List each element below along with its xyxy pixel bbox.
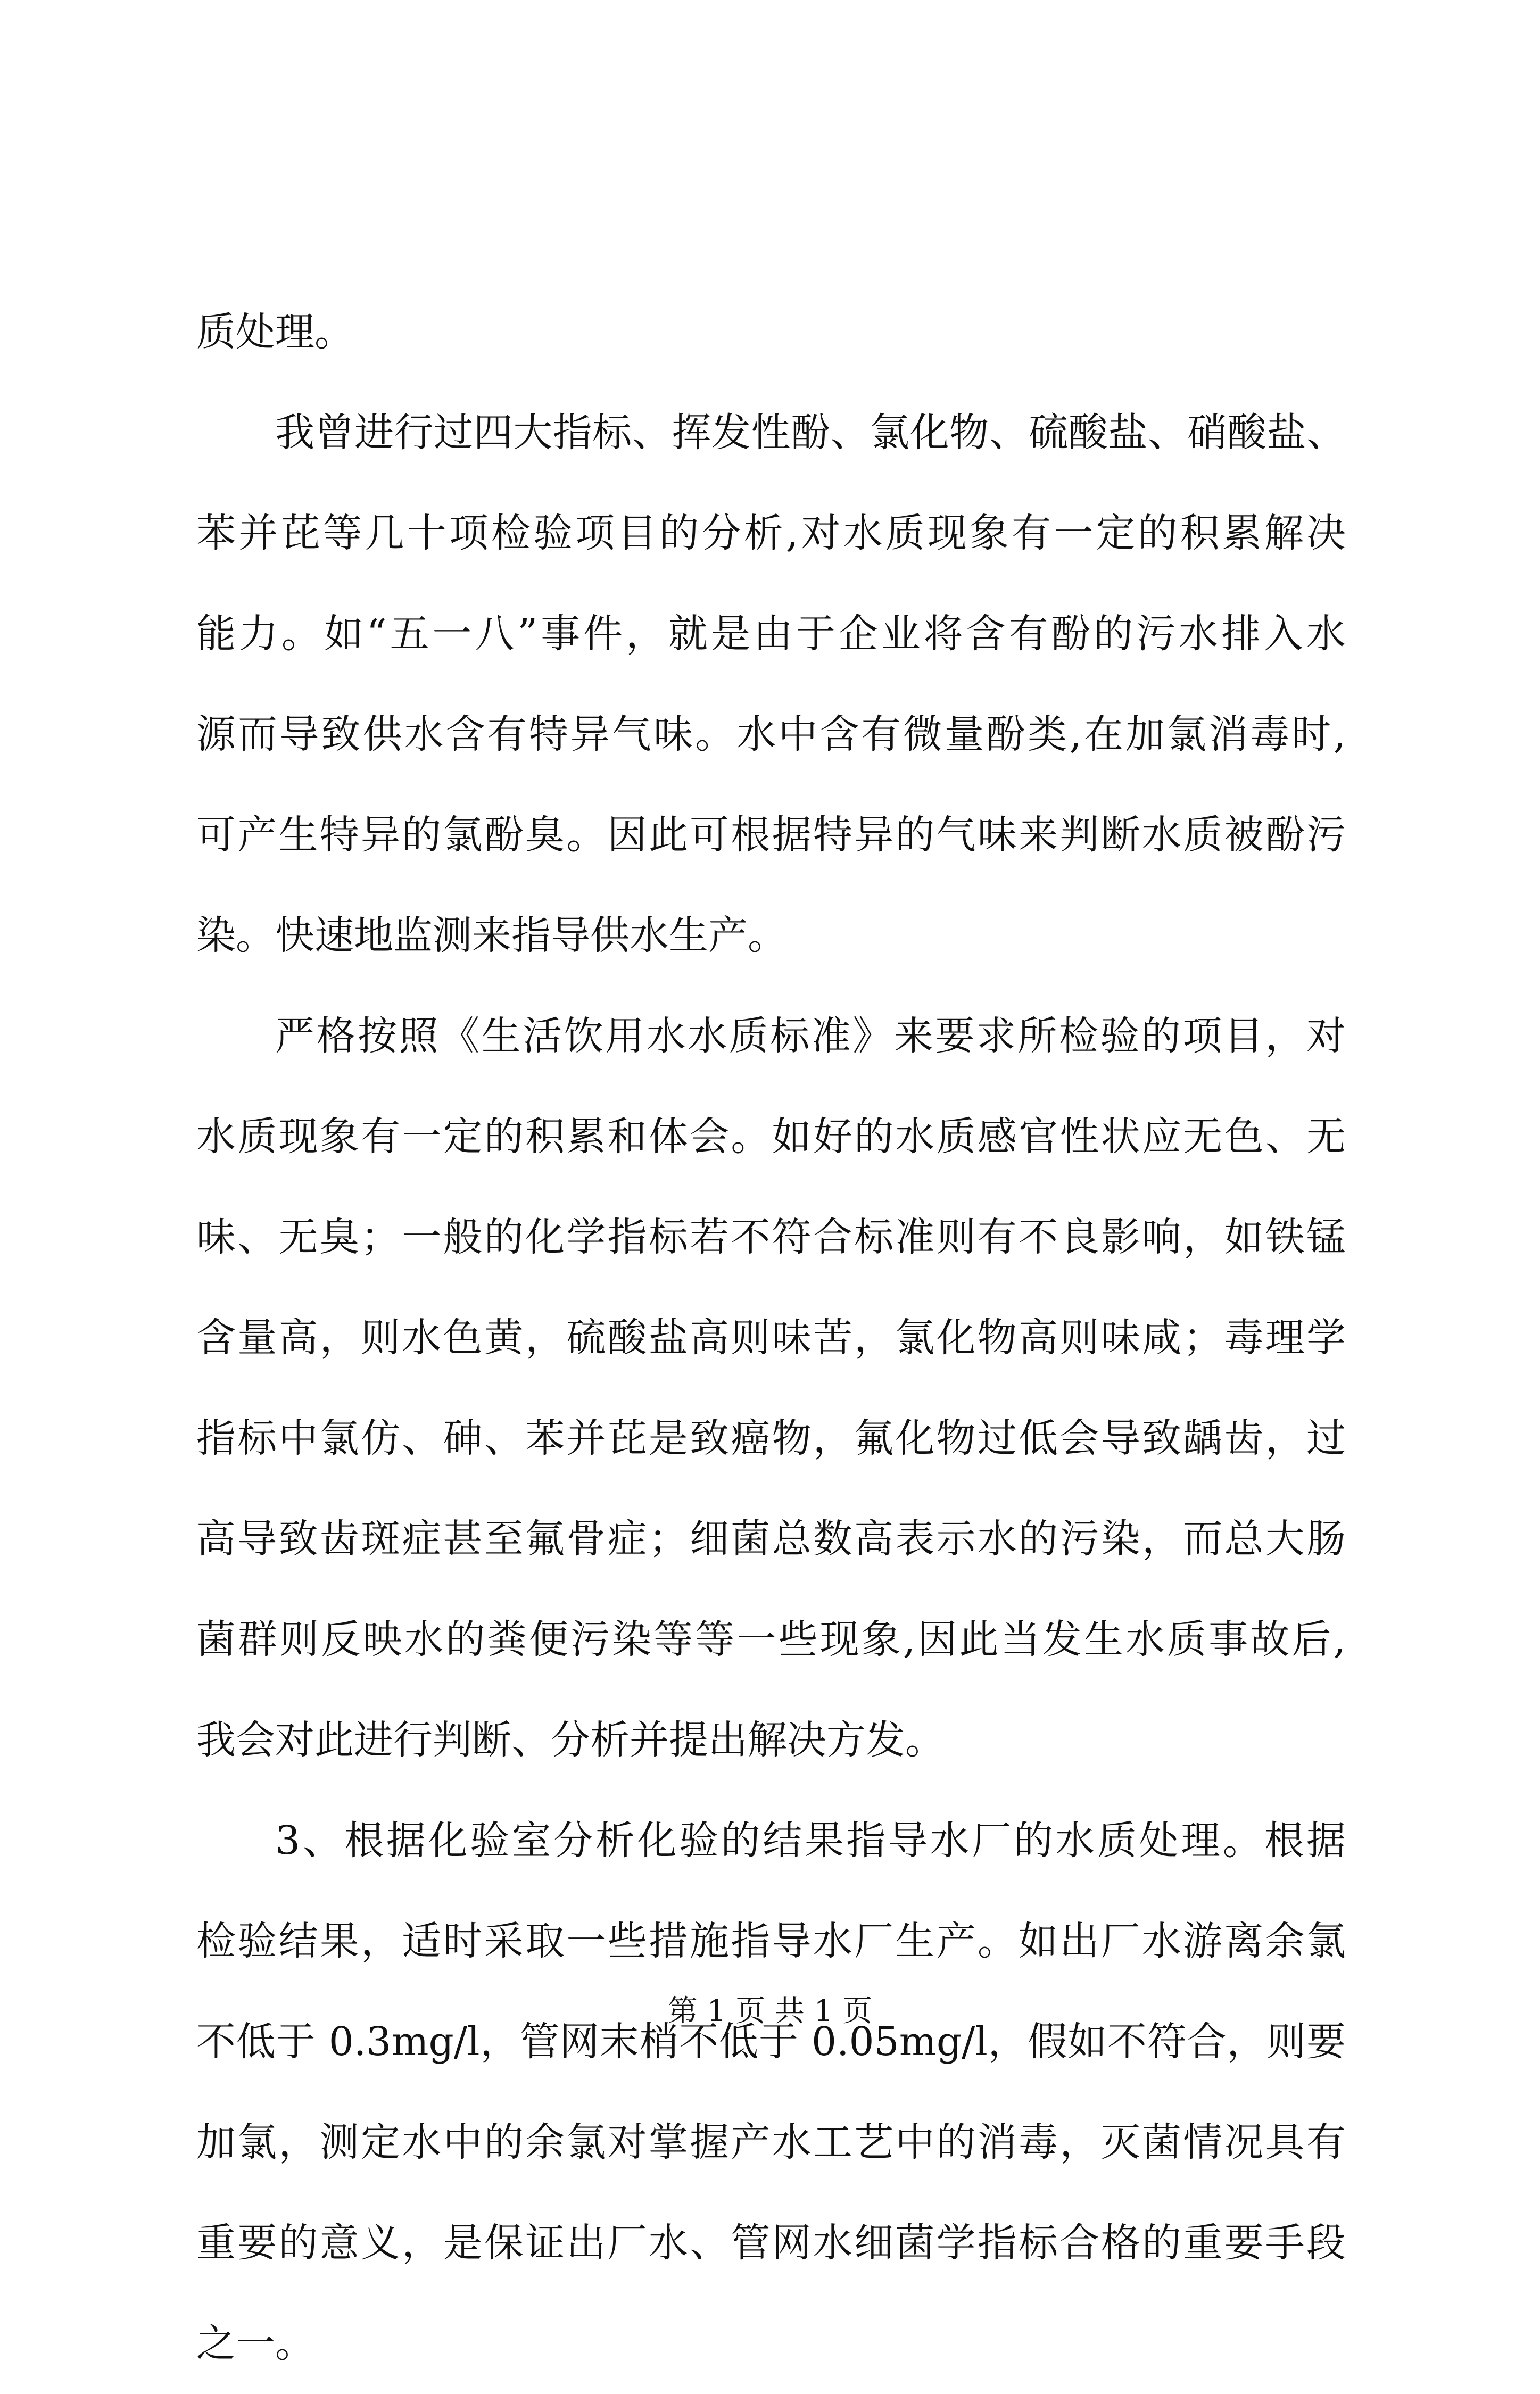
text-line: 重要的意义，是保证出厂水、管网水细菌学指标合格的重要手段 [196,2220,1346,2266]
text-line: 我会对此进行判断、分析并提出解决方发。 [196,1717,945,1763]
text-line: 菌群则反映水的粪便污染等等一些现象,因此当发生水质事故后, [196,1617,1346,1662]
text-line: 质处理。 [196,309,354,355]
text-line: 味、无臭；一般的化学指标若不符合标准则有不良影响，如铁锰 [196,1214,1346,1260]
text-line: 染。快速地监测来指导供水生产。 [196,913,787,958]
text-line: 指标中氯仿、砷、苯并芘是致癌物，氟化物过低会导致龋齿，过 [196,1415,1346,1461]
document-body [196,282,1346,2394]
paragraph-start-line: 我曾进行过四大指标、挥发性酚、氯化物、硫酸盐、硝酸盐、 [275,410,1346,455]
text-line: 源而导致供水含有特异气味。水中含有微量酚类,在加氯消毒时, [196,711,1346,757]
text-line: 可产生特异的氯酚臭。因此可根据特异的气味来判断水质被酚污 [196,812,1346,858]
text-line: 之一。 [196,2321,314,2366]
paragraph-start-line: 3、根据化验室分析化验的结果指导水厂的水质处理。根据 [275,1818,1346,1863]
text-line: 能力。如“五一八”事件，就是由于企业将含有酚的污水排入水 [196,611,1346,657]
text-line: 水质现象有一定的积累和体会。如好的水质感官性状应无色、无 [196,1114,1346,1159]
text-line: 苯并芘等几十项检验项目的分析,对水质现象有一定的积累解决 [196,510,1346,556]
text-line: 高导致齿斑症甚至氟骨症；细菌总数高表示水的污染，而总大肠 [196,1516,1346,1562]
paragraph-start-line: 严格按照《生活饮用水水质标准》来要求所检验的项目，对 [275,1013,1346,1059]
text-line: 含量高，则水色黄，硫酸盐高则味苦，氯化物高则味咸；毒理学 [196,1315,1346,1361]
text-line: 不低于 0.3mg/l，管网末梢不低于 0.05mg/l，假如不符合，则要 [196,2019,1346,2065]
text-line: 检验结果，适时采取一些措施指导水厂生产。如出厂水游离余氯 [196,1918,1346,1964]
page-number-footer: 第 1 页 共 1 页 [667,1994,873,2028]
text-line: 加氯，测定水中的余氯对掌握产水工艺中的消毒，灭菌情况具有 [196,2119,1346,2165]
